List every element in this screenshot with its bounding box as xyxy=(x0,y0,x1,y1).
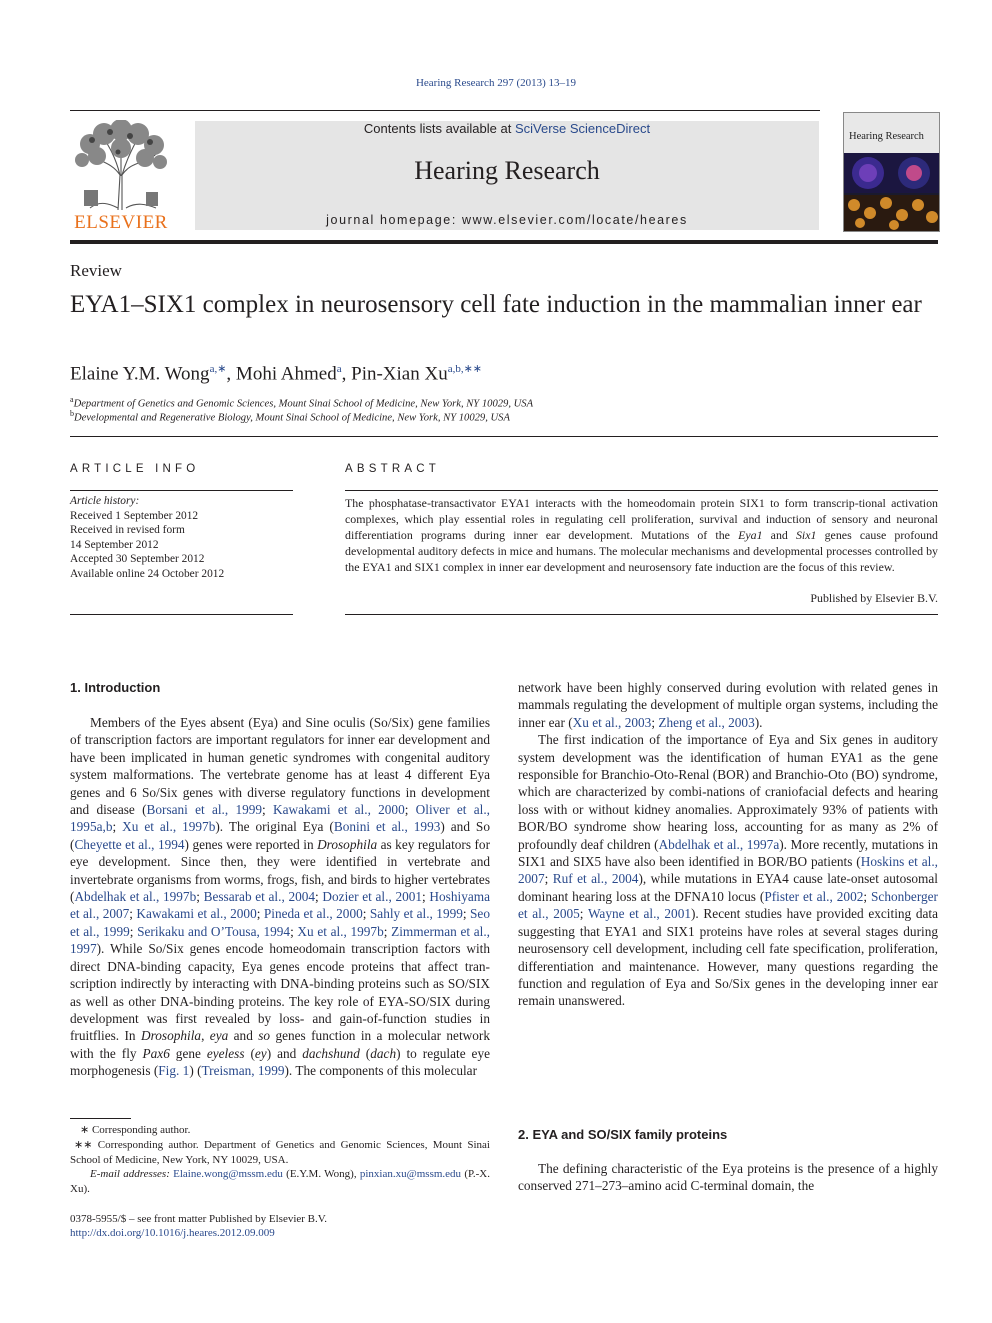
journal-name: Hearing Research xyxy=(414,156,600,185)
abstract-segment: and xyxy=(762,528,796,542)
affiliation xyxy=(70,395,533,410)
citation-link[interactable]: Seo et al., 1999 xyxy=(70,906,490,939)
author-list xyxy=(70,362,482,385)
text-run: ), while mutations in EYA4 cause late-onset autosomal dominant hearing loss at the DFNA10 locus ( xyxy=(518,871,938,904)
text-run: ; xyxy=(651,714,659,730)
text-run: ; xyxy=(129,923,138,939)
affiliation-mark: a xyxy=(70,395,74,404)
doi-text[interactable]: http://dx.doi.org/10.1016/j.heares.2012.09.009 xyxy=(70,1227,275,1239)
citation-link[interactable]: Hoshiyama et al., 2007 xyxy=(70,889,490,922)
footnote-text: Corresponding author. Department of Genetics and Genomic Sciences, Mount Sinai School of Medicine, New York, NY 10029, USA. xyxy=(70,1139,490,1166)
contents-prefix: Contents lists available at xyxy=(363,121,515,136)
article-info-rule-top xyxy=(70,490,293,491)
history-line: Received in revised form xyxy=(70,524,185,536)
intro-paragraph-1 xyxy=(70,714,490,1080)
abstract-segment: The phosphatase-transactivator EYA1 interacts with the homeodomain protein SIX1 to form transcrip-tional activation complexes, which play essential roles in regulating cell proliferation, survival and induction of sensory and neuronal differentiation programs during inner ear development. Mutations of the xyxy=(345,496,938,542)
footnote-mark: ∗∗ xyxy=(74,1139,93,1151)
journal-cover-thumbnail xyxy=(843,112,940,232)
abstract-segment: genes cause profound developmental auditory defects in mice and humans. The molecular mechanisms and developmental processes controlled by the EYA1 and SIX1 complex in inner ear development and neurosensory fate induction are the focus of this review. xyxy=(345,528,938,574)
text-run: ; xyxy=(129,906,137,922)
text-run: as key regulators for eye development. Since then, they were identified in vertebrate and invertebrate organisms from worms, frogs, fish, and birds to higher vertebrates ( xyxy=(70,836,490,905)
text-run: The first indication of the importance of Eya and Six genes in auditory system development was the identification of human EYA1 as the gene responsible for Branchio-Oto-Renal (BOR) and Branchio-Oto (BO) syndrome, which are characterized by combi-nations of craniofacial defects and hearing loss with or without kidney anomalies. Approximately 93% of patients with BOR/BO syndrome show hearing loss, accounting for as many as 2% of profoundly deaf children ( xyxy=(518,732,938,852)
email-link-xu[interactable]: pinxian.xu@mssm.edu xyxy=(359,1168,462,1180)
text-run: ). The components of this molecular xyxy=(284,1063,478,1079)
citation-link[interactable]: Xu et al., 1997b xyxy=(297,923,384,939)
text-run: ; xyxy=(462,906,471,922)
text-run: ) and xyxy=(266,1045,303,1061)
section-heading-introduction: 1. Introduction xyxy=(70,680,161,695)
text-run: ) to regulate eye morphogenesis ( xyxy=(70,1045,490,1079)
sciencedirect-link[interactable]: SciVerse ScienceDirect xyxy=(514,121,651,136)
text-run: genes function in a molecular network with the fly xyxy=(70,1028,490,1061)
author-name: Mohi Ahmed xyxy=(235,363,337,385)
gene-name: Six1 xyxy=(795,528,817,542)
citation-link[interactable]: Pineda et al., 2000 xyxy=(263,906,363,922)
article-history xyxy=(70,494,293,581)
citation-link[interactable]: Abdelhak et al., 1997b xyxy=(74,889,197,905)
history-line: Available online 24 October 2012 xyxy=(70,567,225,580)
history-line: 14 September 2012 xyxy=(70,538,159,551)
citation-link[interactable]: Dozier et al., 2001 xyxy=(322,889,423,905)
citation-link[interactable]: Abdelhak et al., 1997a xyxy=(658,836,780,852)
citation-link[interactable]: Cheyette et al., 1994 xyxy=(74,836,185,852)
citation-link[interactable]: Xu et al., 2003 xyxy=(572,714,652,730)
body-column-right xyxy=(518,679,938,1097)
abstract-rule-top xyxy=(345,490,938,491)
citation-link[interactable]: Treisman, 1999 xyxy=(201,1063,285,1079)
contents-line xyxy=(195,121,819,136)
text-run: ; xyxy=(362,906,370,922)
footnote-text: Corresponding author. xyxy=(91,1124,191,1136)
footnote-mark: ∗ xyxy=(80,1124,90,1136)
author-name: Elaine Y.M. Wong xyxy=(70,363,210,385)
cover-title-box xyxy=(844,113,939,153)
section-heading-eya-so-six: 2. EYA and SO/SIX family proteins xyxy=(518,1127,728,1142)
italic-term: Drosophila xyxy=(317,836,378,852)
journal-homepage[interactable]: journal homepage: www.elsevier.com/locate/heares xyxy=(326,213,688,227)
article-info-rule-bottom xyxy=(70,614,293,615)
affiliation-text: Developmental and Regenerative Biology, Mount Sinai School of Medicine, New York, NY 10029, USA xyxy=(74,412,510,424)
text-run: ) genes were reported in xyxy=(184,836,318,852)
text-run: ; xyxy=(262,802,273,818)
citation-link[interactable]: Ruf et al., 2004 xyxy=(552,871,639,887)
italic-term: eya xyxy=(209,1028,229,1044)
text-run: ; xyxy=(196,889,204,905)
text-run: ). Recent studies have provided exciting data suggesting that EYA1 and SIX1 proteins have roles at several stages during neurosensory cell development, including cell fate specification, proliferation, differentiation and maintenance. However, many questions regarding the function and regulation of Eya and So/Six genes in the developing inner ear remain unanswered. xyxy=(518,906,938,1009)
citation-link[interactable]: Pfister et al., 2002 xyxy=(764,888,864,904)
italic-term: ey xyxy=(254,1045,267,1061)
article-title: EYA1–SIX1 complex in neurosensory cell fate induction in the mammalian inner ear xyxy=(70,291,922,318)
text-run: ). xyxy=(754,714,763,730)
text-run: ). While So/Six genes encode homeodomain transcription factors with direct DNA-binding capacity, Eya genes encode proteins that affect tran-scription indirectly by interacting with DNA-binding proteins such as SO/SIX as well as other DNA-binding proteins. The key role of EYA-SO/SIX during development was first revealed by loss- and gain-of-function studies in fruitflies. In xyxy=(70,941,490,1044)
citation-link[interactable]: Zimmerman et al., 1997 xyxy=(70,923,490,957)
author-affiliation-marks[interactable]: a,b,∗∗ xyxy=(447,363,483,375)
text-run: ; xyxy=(422,889,430,905)
text-run: ; xyxy=(579,906,588,922)
text-run: gene xyxy=(169,1045,207,1061)
affiliation-text: Department of Genetics and Genomic Sciences, Mount Sinai School of Medicine, New York, NY 10029, USA xyxy=(73,398,534,410)
author-separator: , xyxy=(341,363,347,385)
citation-link[interactable]: Kawakami et al., 2000 xyxy=(272,802,405,818)
citation-link[interactable]: Oliver et al., 1995a,b xyxy=(70,802,490,835)
footnote-corresponding-2 xyxy=(70,1138,490,1167)
history-heading: Article history: xyxy=(70,495,140,507)
email-label: E-mail addresses: xyxy=(90,1168,170,1180)
abstract-rule-bottom xyxy=(345,614,938,615)
elsevier-wordmark: ELSEVIER xyxy=(74,212,168,233)
citation-link[interactable]: Fig. 1 xyxy=(158,1063,190,1079)
text-run: and xyxy=(228,1028,259,1044)
cover-title: Hearing Research xyxy=(849,131,924,142)
citation-link[interactable]: Zheng et al., 2003 xyxy=(658,714,755,730)
text-run: ). More recently, mutations in SIX1 and SIX5 have also been identified in BOR/BO patients ( xyxy=(518,836,938,870)
journal-reference[interactable]: Hearing Research 297 (2013) 13–19 xyxy=(415,77,577,89)
abstract-text xyxy=(345,495,938,575)
citation-link[interactable]: Schonberger et al., 2005 xyxy=(518,888,938,922)
text-run: ( xyxy=(244,1045,255,1061)
author-name: Pin-Xian Xu xyxy=(351,363,448,385)
italic-term: dachshund xyxy=(302,1045,360,1061)
article-type: Review xyxy=(70,261,122,280)
text-run: , xyxy=(201,1028,210,1044)
italic-term: Drosophila xyxy=(140,1028,202,1044)
intro-paragraph-1-continued xyxy=(518,679,938,731)
email-owner: (E.Y.M. Wong), xyxy=(282,1168,360,1180)
header-rule-bottom xyxy=(70,240,938,244)
citation-link[interactable]: Sahly et al., 1999 xyxy=(369,906,463,922)
italic-term: eyeless xyxy=(206,1045,245,1061)
email-link-wong[interactable]: Elaine.wong@mssm.edu xyxy=(173,1168,283,1180)
author-affiliation-marks[interactable]: a,∗ xyxy=(209,363,227,375)
text-run: ( xyxy=(359,1045,371,1061)
affiliation xyxy=(70,409,510,424)
citation-link[interactable]: Xu et al., 1997b xyxy=(122,819,216,835)
gene-name: Eya1 xyxy=(738,528,763,542)
abstract-published-by: Published by Elsevier B.V. xyxy=(810,591,938,605)
citation-link[interactable]: Serikaku and O’Tousa, 1994 xyxy=(137,923,291,939)
italic-term: Pax6 xyxy=(142,1045,170,1061)
body-column-left xyxy=(70,714,490,1082)
footnote-corresponding-1 xyxy=(70,1123,490,1138)
intro-paragraph-2 xyxy=(518,731,938,1010)
text-run: ; xyxy=(112,819,123,835)
footnote-rule xyxy=(70,1118,131,1119)
text-run: ; xyxy=(544,871,553,887)
author-separator: , xyxy=(226,363,232,385)
affiliation-mark: b xyxy=(70,409,74,418)
italic-term: so xyxy=(258,1028,271,1044)
header-rule-top xyxy=(70,110,820,111)
citation-link[interactable]: Bonini et al., 1993 xyxy=(333,819,441,835)
text-run: ; xyxy=(383,923,392,939)
text-run: ; xyxy=(404,802,416,818)
section-2-text: The defining characteristic of the Eya proteins is the presence of a highly conserved 271–273–amino acid C-terminal domain, the xyxy=(518,1161,938,1194)
citation-link[interactable]: Borsani et al., 1999 xyxy=(146,802,263,818)
text-run: ; xyxy=(290,923,298,939)
doi-link[interactable] xyxy=(70,1226,490,1241)
footnote-emails xyxy=(70,1167,490,1196)
citation-link[interactable]: Kawakami et al., 2000 xyxy=(136,906,257,922)
text-run: ; xyxy=(315,889,323,905)
citation-link[interactable]: Bessarab et al., 2004 xyxy=(203,889,316,905)
email-owner: (P.-X. Xu). xyxy=(70,1168,490,1195)
text-run: ) ( xyxy=(189,1063,202,1079)
text-run: ; xyxy=(863,888,872,904)
text-run: Members of the Eyes absent (Eya) and Sine oculis (So/Six) gene families of transcription factors are important regulators for inner ear development and have been implicated in human genetic syndromes with congenital auditory system malformations. The vertebrate genome has at least 4 different Eya genes and 6 So/Six genes with diverse regulatory functions in development and disease ( xyxy=(70,715,490,818)
text-run: ; xyxy=(256,906,264,922)
citation-link[interactable]: Wayne et al., 2001 xyxy=(587,906,691,922)
italic-term: dach xyxy=(370,1045,397,1061)
citation-link[interactable]: Hoskins et al., 2007 xyxy=(518,854,938,887)
abstract-label: ABSTRACT xyxy=(345,463,440,475)
history-line: Accepted 30 September 2012 xyxy=(70,553,205,565)
text-run: ). The original Eya ( xyxy=(215,819,334,835)
history-line: Received 1 September 2012 xyxy=(70,509,199,522)
affiliation-rule xyxy=(70,436,938,437)
issn-line: 0378-5955/$ – see front matter Published by Elsevier B.V. xyxy=(70,1213,328,1225)
author-affiliation-marks[interactable]: a xyxy=(336,363,342,375)
text-run: ) and So ( xyxy=(70,819,490,852)
text-run: network have been highly conserved during evolution with related genes in mammals regulating the development of multiple organ systems, including the inner ear ( xyxy=(518,680,938,730)
article-info-label: ARTICLE INFO xyxy=(70,463,200,475)
section-2-paragraph xyxy=(518,1160,938,1195)
